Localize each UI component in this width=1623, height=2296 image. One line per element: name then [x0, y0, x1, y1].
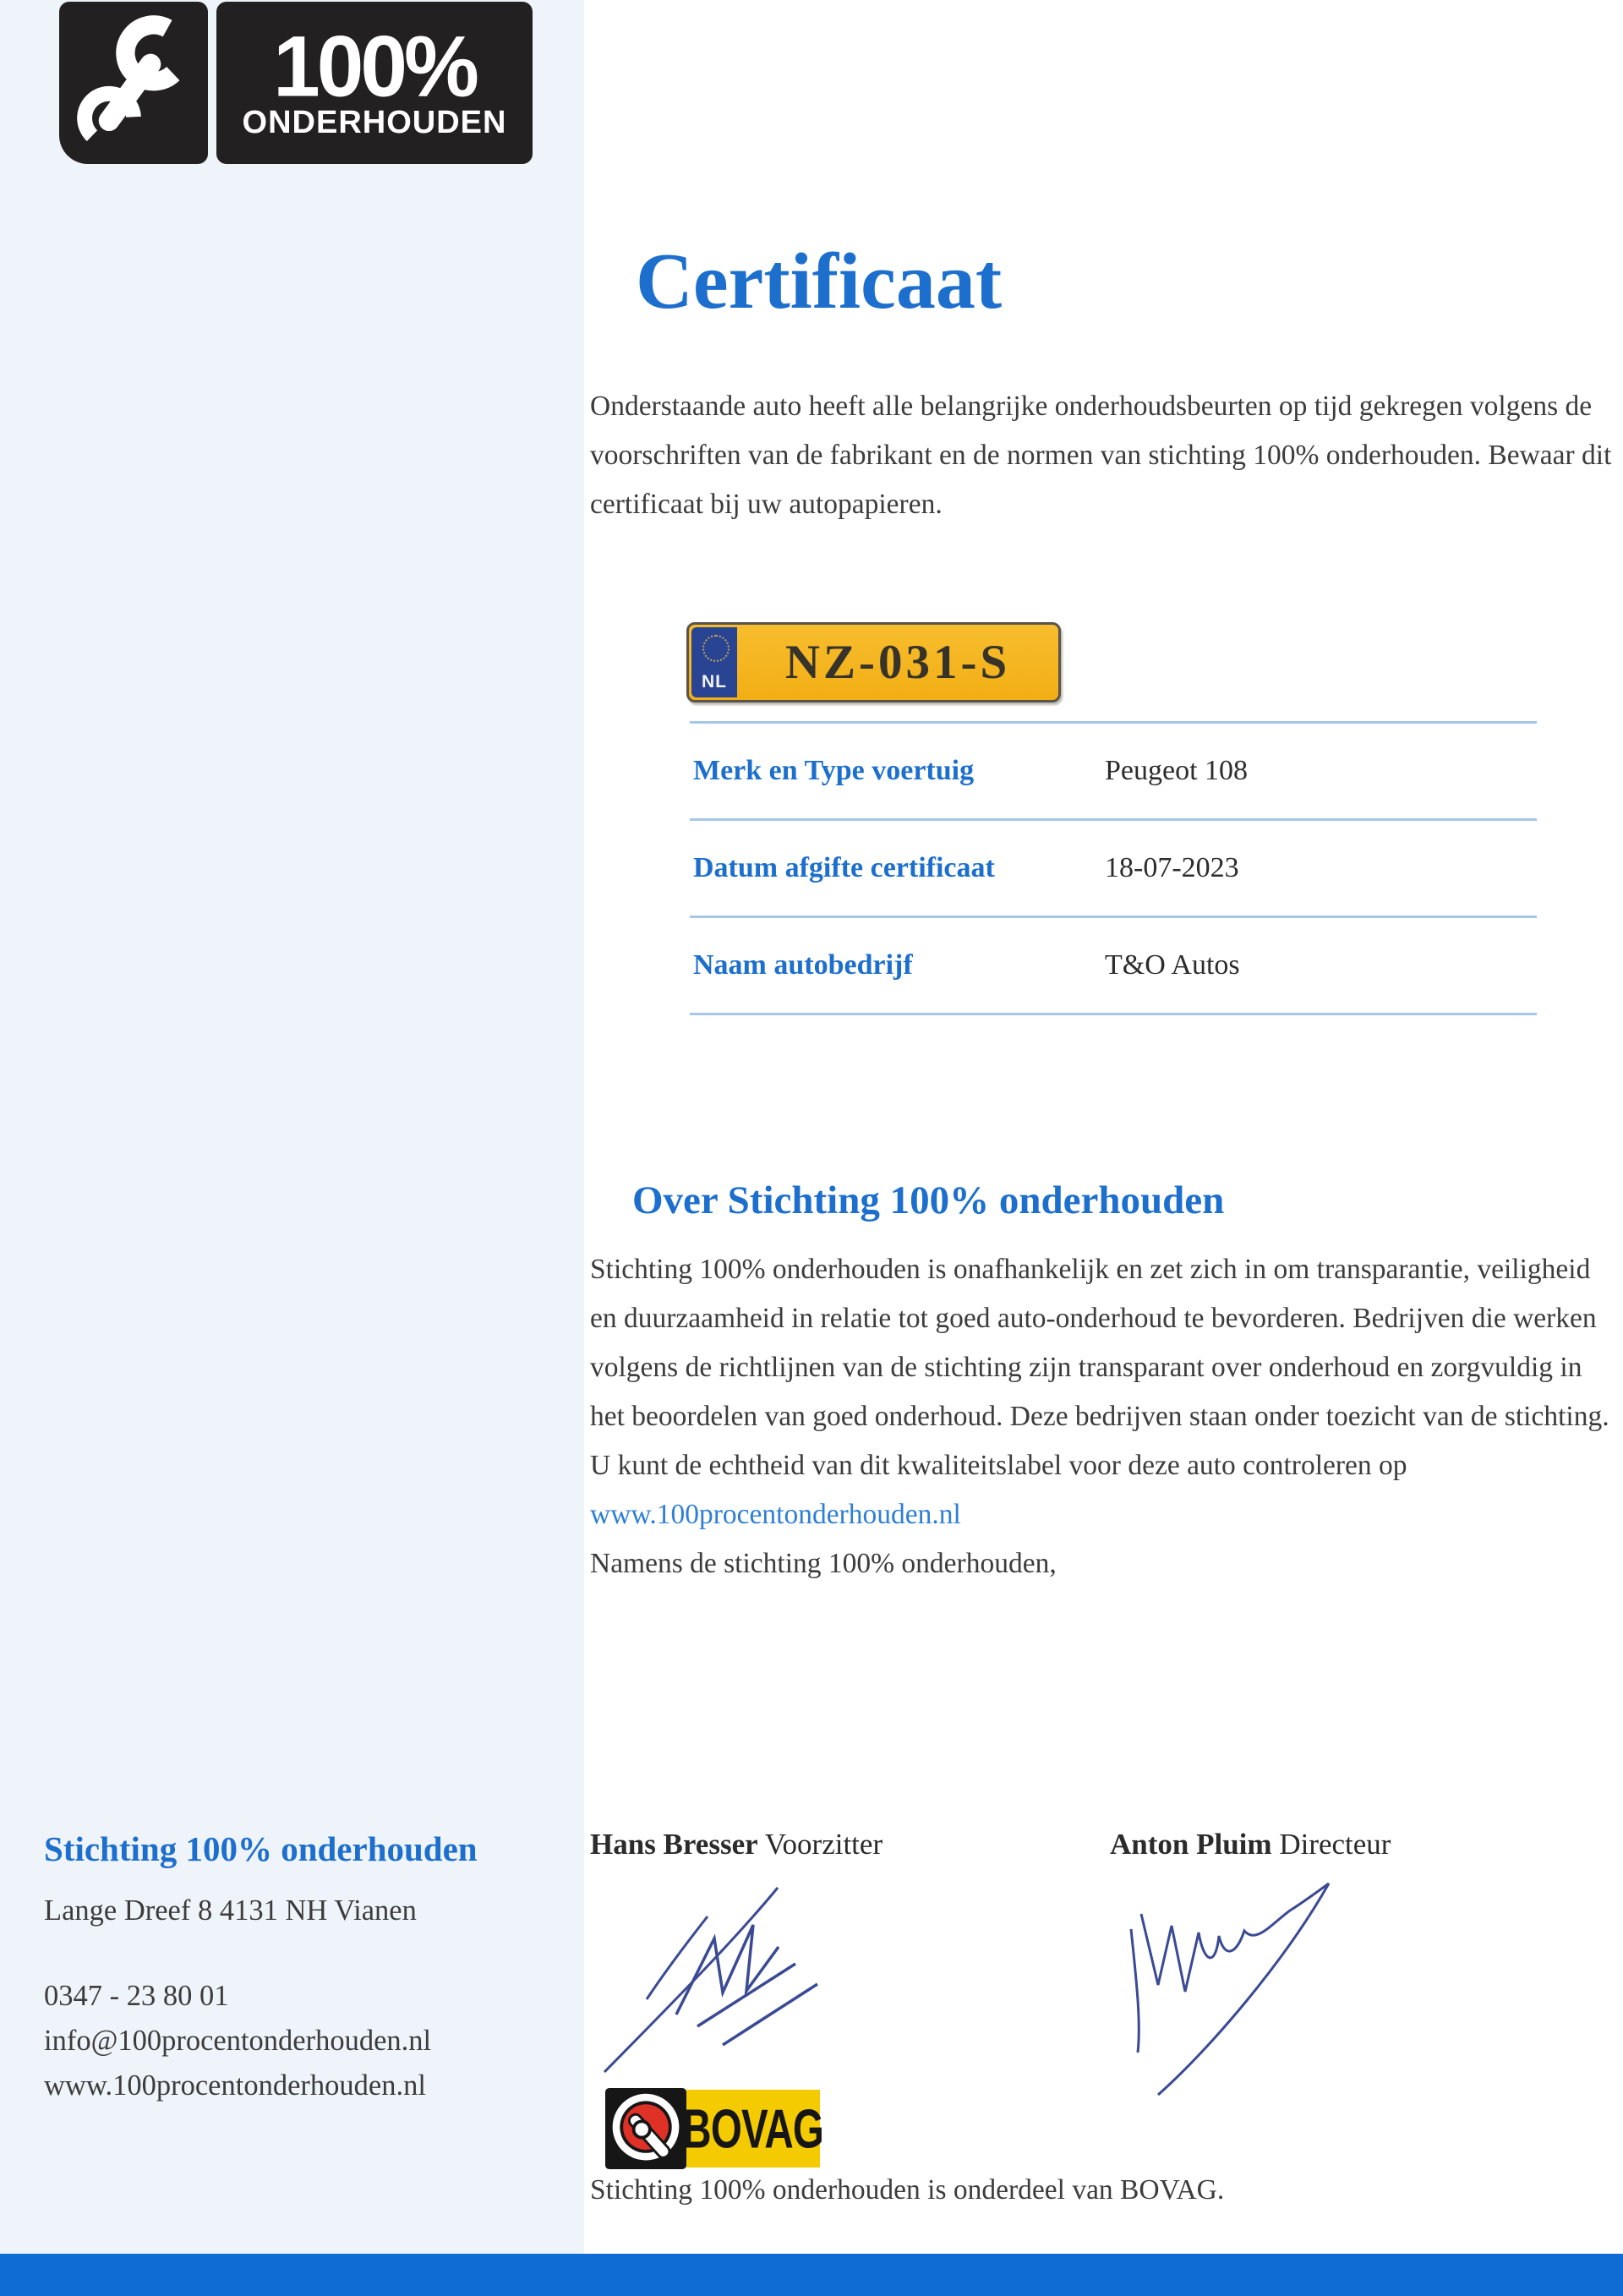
- contact-email: info@100procentonderhouden.nl: [44, 2025, 432, 2057]
- signer-role: Voorzitter: [764, 1828, 883, 1861]
- detail-label: Naam autobedrijf: [693, 949, 913, 981]
- detail-value: Peugeot 108: [1105, 755, 1249, 786]
- table-row: [690, 916, 1537, 1013]
- eu-stars-icon: [702, 635, 730, 662]
- bovag-icon: [605, 2088, 686, 2169]
- contact-heading: Stichting 100% onderhouden: [44, 1829, 478, 1868]
- about-text: Stichting 100% onderhouden is onafhankelijk en zet zich in om transparantie, veiligheid en duurzaamheid in relatie tot goed auto-onderhoud te bevorderen. Bedrijven die werken volgens de richtlijnen van de stichting zijn transparant over onderhoud en zorgvuldig in het beoordelen van goed onderhoud. Deze bedrijven staan onder toezicht van de stichting. U kunt de echtheid van dit kwaliteitslabel voor deze auto controleren op: [590, 1254, 1609, 1481]
- intro-paragraph: Onderstaande auto heeft alle belangrijke onderhoudsbeurten op tijd gekregen volgens de voorschriften van de fabrikant en de normen van stichting 100% onderhouden. Bewaar dit certificaat bij uw autopapieren.: [590, 391, 1612, 520]
- signature-label-voorzitter: [590, 1828, 883, 1861]
- hans-bresser-signature-image: [596, 1864, 875, 2075]
- contact-website: www.100procentonderhouden.nl: [44, 2069, 426, 2102]
- about-link[interactable]: www.100procentonderhouden.nl: [590, 1499, 961, 1530]
- detail-value: 18-07-2023: [1105, 852, 1239, 883]
- logo-wrench-block: [59, 2, 208, 164]
- table-row: [690, 818, 1537, 916]
- wrench-icon: [76, 15, 191, 151]
- logo-percent: 100%: [273, 18, 476, 116]
- logo-word: ONDERHOUDEN: [242, 105, 507, 140]
- license-plate: [686, 622, 1061, 702]
- sidebar: [0, 0, 584, 2296]
- plate-number: NZ-031-S: [784, 636, 1011, 689]
- table-row: [690, 721, 1537, 818]
- footer-bar: [0, 2254, 1623, 2296]
- detail-value: T&O Autos: [1105, 949, 1240, 981]
- bovag-label-block: [682, 2090, 824, 2168]
- signer-name: Anton Pluim: [1110, 1828, 1272, 1861]
- bovag-label: BOVAG: [682, 2097, 824, 2160]
- page-title: Certificaat: [636, 238, 1003, 325]
- about-heading: Over Stichting 100% onderhouden: [632, 1178, 1225, 1222]
- about-closing: Namens de stichting 100% onderhouden,: [590, 1548, 1057, 1579]
- bovag-note: Stichting 100% onderhouden is onderdeel van BOVAG.: [590, 2174, 1225, 2206]
- contact-phone: 0347 - 23 80 01: [44, 1980, 229, 2012]
- logo-100-onderhouden: [59, 2, 533, 164]
- bovag-logo: [605, 2088, 824, 2169]
- detail-label: Merk en Type voertuig: [693, 755, 975, 786]
- about-paragraph: [590, 1245, 1617, 1588]
- signer-name: Hans Bresser: [590, 1828, 758, 1861]
- logo-text-block: [216, 2, 533, 164]
- detail-label: Datum afgifte certificaat: [693, 852, 995, 883]
- anton-pluim-signature-image: [1090, 1851, 1378, 2096]
- plate-eu-band: [691, 627, 737, 697]
- details-table: [690, 721, 1537, 1015]
- plate-country: NL: [702, 672, 727, 692]
- contact-address: Lange Dreef 8 4131 NH Vianen: [44, 1894, 417, 1927]
- signer-role: Directeur: [1279, 1828, 1391, 1861]
